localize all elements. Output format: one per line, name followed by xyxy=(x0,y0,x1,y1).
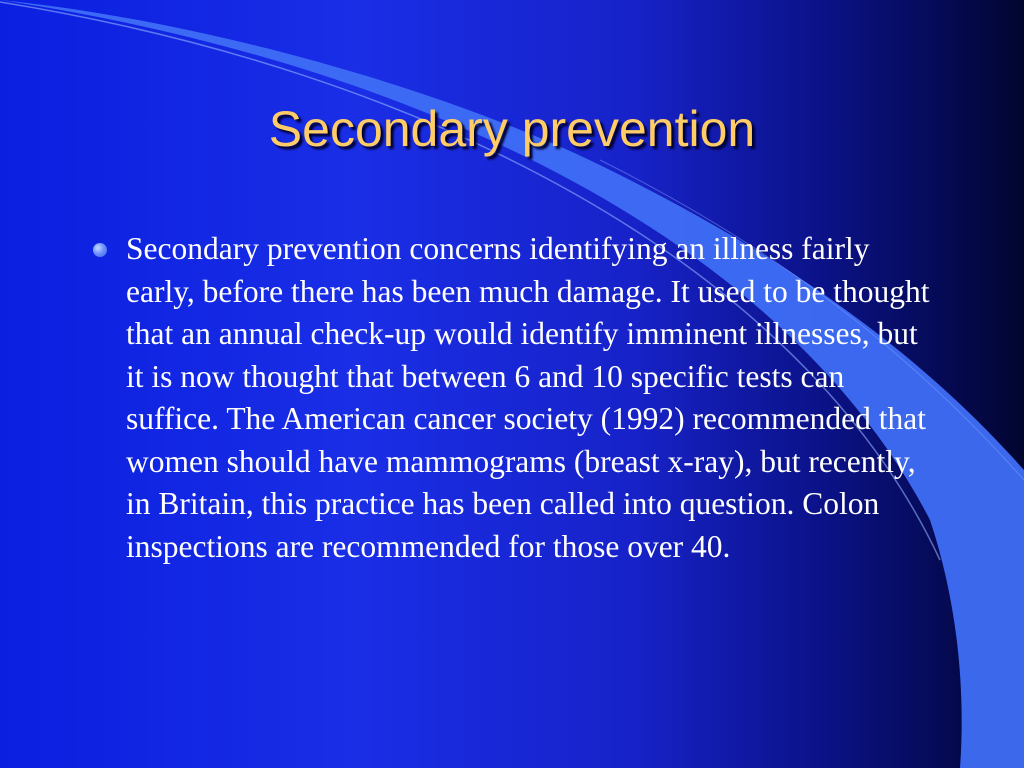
slide-title: Secondary prevention xyxy=(268,101,756,157)
bullet-dot-icon xyxy=(93,243,107,257)
bullet-item xyxy=(88,228,938,568)
bullet-list xyxy=(88,228,938,568)
bullet-text: Secondary prevention concerns identifying an illness fairly early, before there has been much damage. It used to be thought that an annual check-up would identify imminent illnesses, but it is now thought that between 6 and 10 specific tests can suffice. The American cancer society (1992) recommended that women should have mammograms (breast x-ray), but recently, in Britain, this practice has been called into question. Colon inspections are recommended for those over 40. xyxy=(126,231,930,564)
